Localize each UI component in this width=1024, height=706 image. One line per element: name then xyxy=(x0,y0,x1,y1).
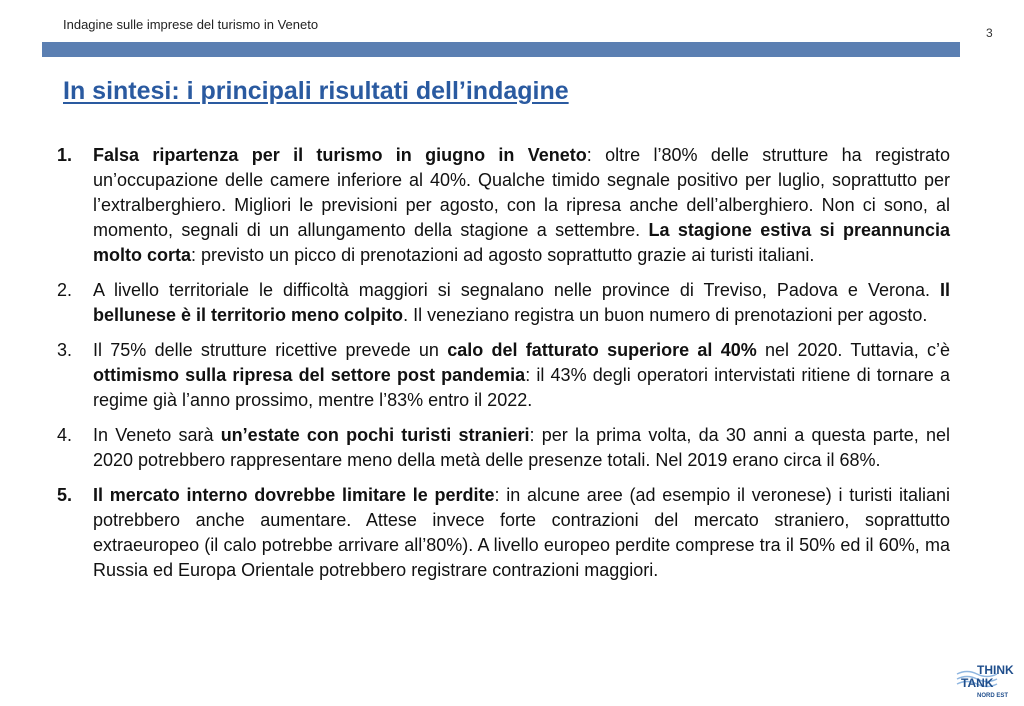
logo-text-nord-est: NORD EST xyxy=(977,693,1009,699)
finding-text-segment: : in alcune aree (ad esempio il veronese) i turisti italiani potrebbero anche aumentare. Attese invece forte contrazioni del mercato straniero, soprattutto extraeuropeo (il calo potrebbe arrivare all’80%). A livello europeo perdite comprese tra il 50% ed il 60%, ma Russia ed Europa Orientale potrebbero registrare contrazioni maggiori. xyxy=(93,485,950,580)
logo-text-think: THINK xyxy=(977,663,1014,677)
finding-text xyxy=(93,338,950,413)
finding-text-segment: : il 43% degli operatori intervistati ritiene di tornare a regime già l’anno prossimo, mentre l’83% entro il 2022. xyxy=(93,365,951,410)
finding-item xyxy=(57,483,950,583)
document-header: Indagine sulle imprese del turismo in Veneto xyxy=(63,17,319,32)
think-tank-logo xyxy=(955,660,1021,702)
finding-number: 5. xyxy=(57,485,73,505)
logo-text-tank: TANK xyxy=(961,676,994,690)
finding-highlight: Il mercato interno dovrebbe limitare le perdite xyxy=(93,485,495,505)
finding-text-segment: . Il veneziano registra un buon numero di prenotazioni per agosto. xyxy=(403,305,928,325)
finding-text xyxy=(93,483,950,583)
finding-item xyxy=(57,423,950,473)
finding-text-segment: : per la prima volta, da 30 anni a questa parte, nel 2020 potrebbero rappresentare meno della metà delle presenze totali. Nel 2019 erano circa il 68%. xyxy=(93,425,950,470)
finding-text xyxy=(93,423,950,473)
finding-text xyxy=(93,143,950,268)
finding-text-segment: A livello territoriale le difficoltà maggiori si segnalano nelle province di Treviso, Padova e Verona. xyxy=(93,280,940,300)
finding-number: 4. xyxy=(57,425,73,445)
header-bar xyxy=(42,42,960,57)
finding-item xyxy=(57,278,950,328)
finding-number: 2. xyxy=(57,280,73,300)
page-number: 3 xyxy=(986,26,993,40)
finding-highlight: calo del fatturato superiore al 40% xyxy=(447,340,757,360)
finding-text-segment: nel 2020. Tuttavia, c’è xyxy=(756,340,951,360)
finding-text-segment: In Veneto sarà xyxy=(93,425,221,445)
finding-number: 1. xyxy=(57,145,73,165)
finding-text-segment: : previsto un picco di prenotazioni ad agosto soprattutto grazie ai turisti italiani. xyxy=(191,245,815,265)
finding-highlight: ottimismo sulla ripresa del settore post pandemia xyxy=(93,365,526,385)
finding-number: 3. xyxy=(57,340,73,360)
finding-highlight: La stagione estiva si preannuncia molto corta xyxy=(93,220,950,265)
findings-list xyxy=(57,143,950,593)
page-title: In sintesi: i principali risultati dell’indagine xyxy=(63,77,569,105)
finding-highlight: Il bellunese è il territorio meno colpito xyxy=(93,280,950,325)
finding-text-segment: : oltre l’80% delle strutture ha registrato un’occupazione delle camere inferiore al 40%. Qualche timido segnale positivo per luglio, soprattutto per l’extralberghiero. Migliori le previsioni per agosto, con la ripresa anche dell’alberghiero. Non ci sono, al momento, segnali di un allungamento della stagione a settembre. xyxy=(93,145,950,240)
finding-item xyxy=(57,338,950,413)
finding-highlight: un’estate con pochi turisti stranieri xyxy=(220,425,530,445)
finding-highlight: Falsa ripartenza per il turismo in giugno in Veneto xyxy=(93,145,587,165)
finding-text-segment: Il 75% delle strutture ricettive prevede un xyxy=(93,340,448,360)
finding-text xyxy=(93,278,950,328)
finding-item xyxy=(57,143,950,268)
